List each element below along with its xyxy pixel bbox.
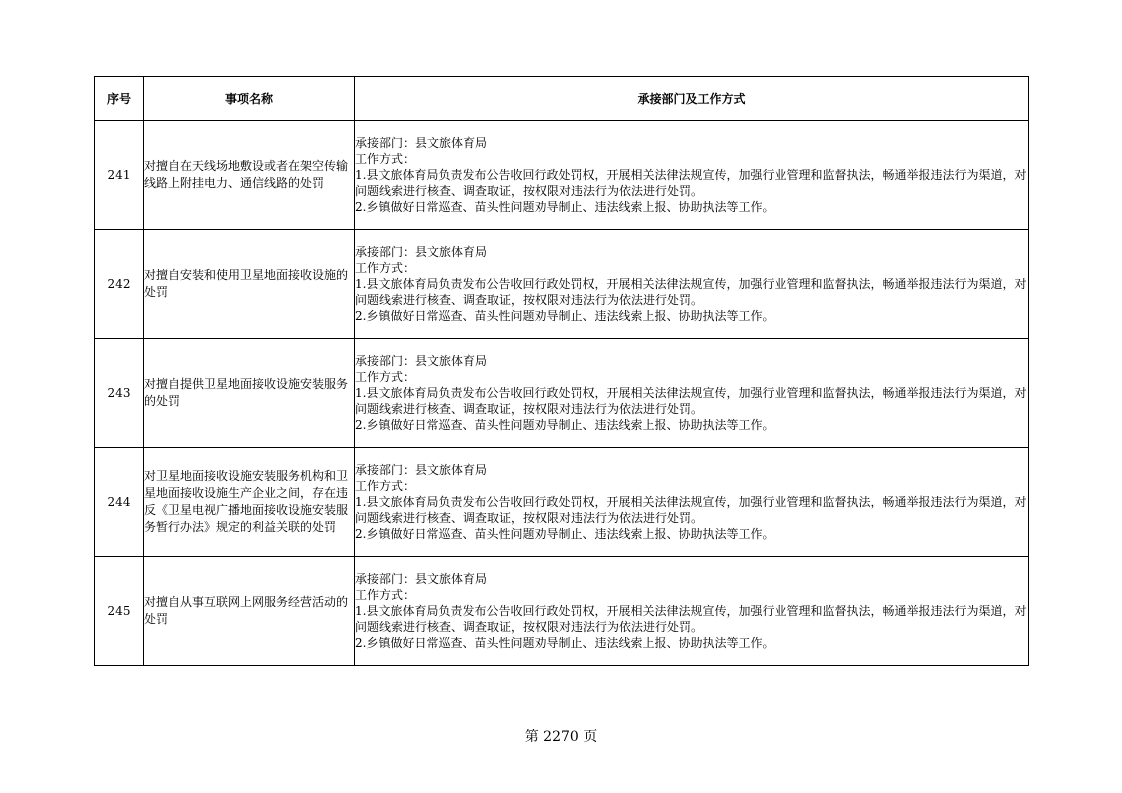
row-item-name: 对卫星地面接收设施安装服务机构和卫星地面接收设施生产企业之间，存在违反《卫星电视广播地面接收设施安装服务暂行办法》规定的利益关联的处罚 bbox=[144, 448, 355, 557]
row-method-label: 工作方式： bbox=[355, 588, 416, 602]
row-detail bbox=[355, 448, 1029, 557]
row-method-2: 2.乡镇做好日常巡查、苗头性问题劝导制止、违法线索上报、协助执法等工作。 bbox=[355, 200, 775, 214]
row-item-name: 对擅自安装和使用卫星地面接收设施的处罚 bbox=[144, 230, 355, 339]
row-department: 承接部门：县文旅体育局 bbox=[355, 572, 488, 586]
row-method-label: 工作方式： bbox=[355, 261, 416, 275]
table-row bbox=[95, 339, 1029, 448]
table-row bbox=[95, 230, 1029, 339]
row-detail bbox=[355, 557, 1029, 666]
row-item-name: 对擅自提供卫星地面接收设施安装服务的处罚 bbox=[144, 339, 355, 448]
row-detail bbox=[355, 121, 1029, 230]
row-method-2: 2.乡镇做好日常巡查、苗头性问题劝导制止、违法线索上报、协助执法等工作。 bbox=[355, 309, 775, 323]
row-method-1: 1.县文旅体育局负责发布公告收回行政处罚权，开展相关法律法规宣传，加强行业管理和监督执法，畅通举报违法行为渠道，对问题线索进行核查、调查取证，按权限对违法行为依法进行处罚。 bbox=[355, 495, 1027, 525]
row-method-2: 2.乡镇做好日常巡查、苗头性问题劝导制止、违法线索上报、协助执法等工作。 bbox=[355, 418, 775, 432]
page-number: 第 2270 页 bbox=[524, 729, 598, 745]
header-number: 序号 bbox=[95, 77, 144, 121]
header-item-name: 事项名称 bbox=[144, 77, 355, 121]
row-detail bbox=[355, 339, 1029, 448]
row-number: 243 bbox=[95, 339, 144, 448]
row-method-1: 1.县文旅体育局负责发布公告收回行政处罚权，开展相关法律法规宣传，加强行业管理和监督执法，畅通举报违法行为渠道，对问题线索进行核查、调查取证，按权限对违法行为依法进行处罚。 bbox=[355, 386, 1027, 416]
row-method-1: 1.县文旅体育局负责发布公告收回行政处罚权，开展相关法律法规宣传，加强行业管理和监督执法，畅通举报违法行为渠道，对问题线索进行核查、调查取证，按权限对违法行为依法进行处罚。 bbox=[355, 168, 1027, 198]
row-method-label: 工作方式： bbox=[355, 479, 416, 493]
row-number: 242 bbox=[95, 230, 144, 339]
row-method-2: 2.乡镇做好日常巡查、苗头性问题劝导制止、违法线索上报、协助执法等工作。 bbox=[355, 527, 775, 541]
row-item-name: 对擅自从事互联网上网服务经营活动的处罚 bbox=[144, 557, 355, 666]
row-item-name: 对擅自在天线场地敷设或者在架空传输线路上附挂电力、通信线路的处罚 bbox=[144, 121, 355, 230]
row-department: 承接部门：县文旅体育局 bbox=[355, 136, 488, 150]
row-number: 245 bbox=[95, 557, 144, 666]
table-row bbox=[95, 121, 1029, 230]
items-table bbox=[94, 76, 1029, 666]
row-method-1: 1.县文旅体育局负责发布公告收回行政处罚权，开展相关法律法规宣传，加强行业管理和监督执法，畅通举报违法行为渠道，对问题线索进行核查、调查取证，按权限对违法行为依法进行处罚。 bbox=[355, 277, 1027, 307]
table-header-row bbox=[95, 77, 1029, 121]
row-department: 承接部门：县文旅体育局 bbox=[355, 463, 488, 477]
row-method-label: 工作方式： bbox=[355, 152, 416, 166]
table-row bbox=[95, 448, 1029, 557]
table-row bbox=[95, 557, 1029, 666]
row-department: 承接部门：县文旅体育局 bbox=[355, 354, 488, 368]
header-department-method: 承接部门及工作方式 bbox=[355, 77, 1029, 121]
row-detail bbox=[355, 230, 1029, 339]
row-method-2: 2.乡镇做好日常巡查、苗头性问题劝导制止、违法线索上报、协助执法等工作。 bbox=[355, 636, 775, 650]
row-number: 244 bbox=[95, 448, 144, 557]
row-number: 241 bbox=[95, 121, 144, 230]
row-method-1: 1.县文旅体育局负责发布公告收回行政处罚权，开展相关法律法规宣传，加强行业管理和监督执法，畅通举报违法行为渠道，对问题线索进行核查、调查取证，按权限对违法行为依法进行处罚。 bbox=[355, 604, 1027, 634]
row-method-label: 工作方式： bbox=[355, 370, 416, 384]
row-department: 承接部门：县文旅体育局 bbox=[355, 245, 488, 259]
